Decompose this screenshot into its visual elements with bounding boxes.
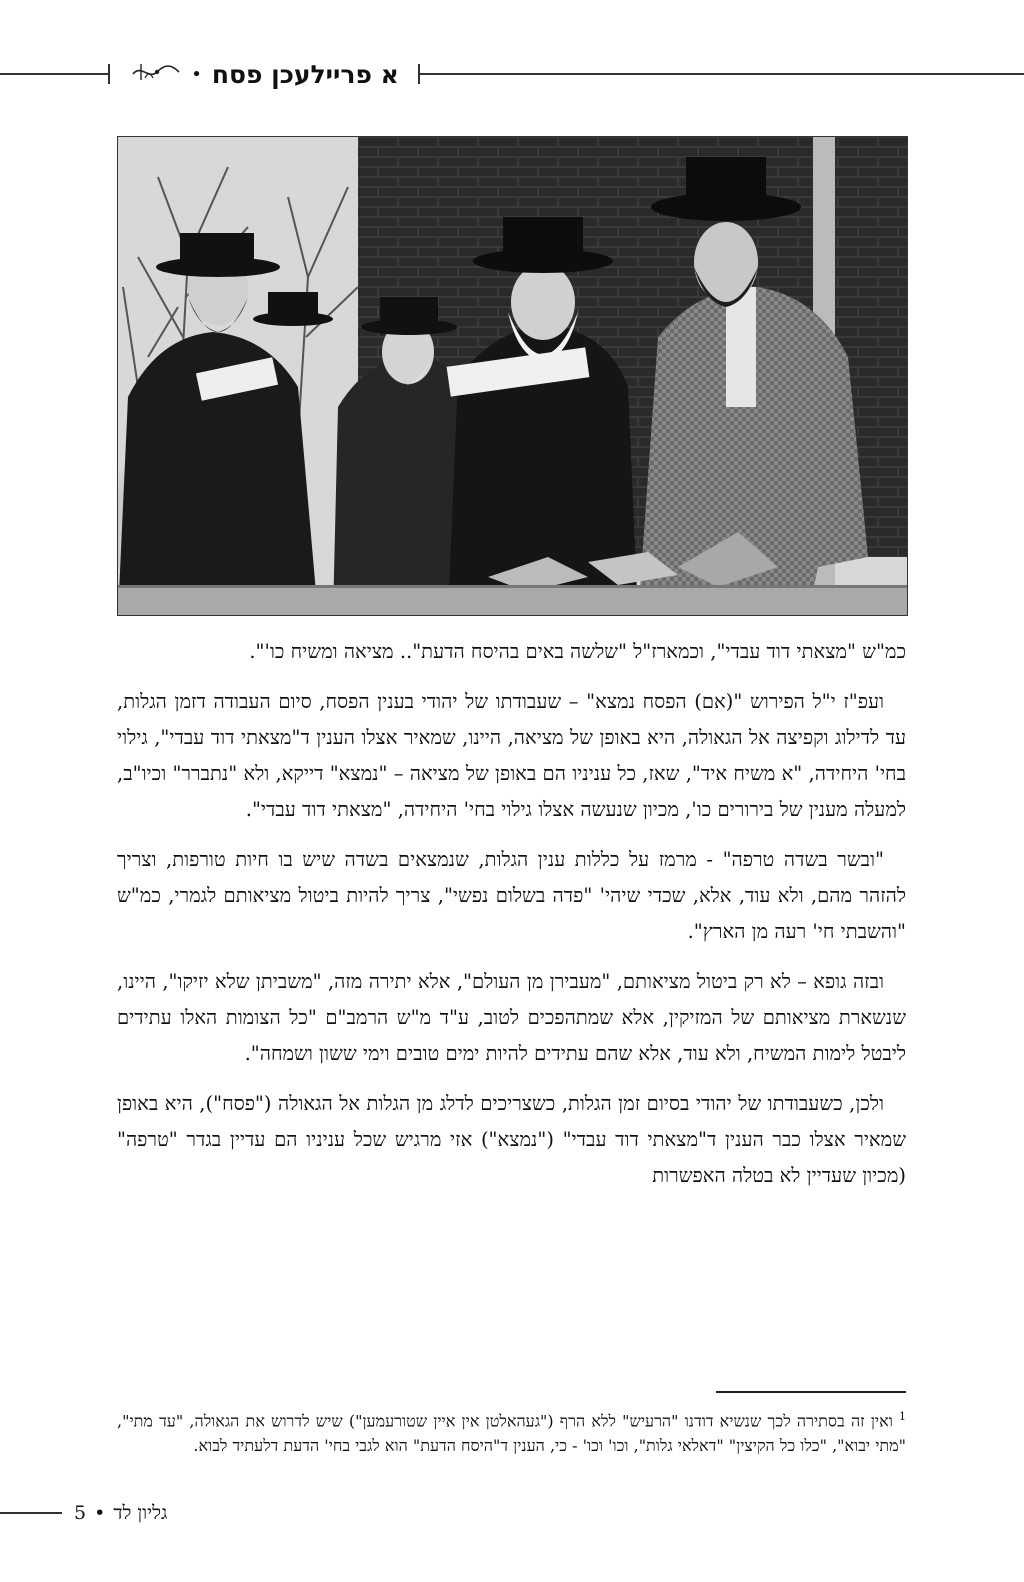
paragraph: כמ"ש "מצאתי דוד עבדי", וכמארז"ל "שלשה באים בהיסח הדעת".. מציאה ומשיח כו'". <box>249 640 906 663</box>
footer-separator: • <box>94 1502 106 1524</box>
footnote <box>117 1404 906 1458</box>
running-header <box>112 52 418 96</box>
running-header-title: א פריילעכן פסח <box>211 59 399 89</box>
paragraph: ולכן, כשעבודתו של יהודי בסיום זמן הגלות, כשצריכים לדלג מן הגלות אל הגאולה ("פסח"), היא באופן שמאיר אצלו כבר הענין ד"מצאתי דוד עבדי" ("נמצא") אזי מרגיש שכל עניניו הם עדיין בגדר "טרפה" (מכיון שעדיין לא בטלה האפשרות <box>117 1092 906 1187</box>
photograph-image <box>118 137 907 615</box>
issue-label: גליון לד <box>113 1501 168 1524</box>
footnote-text: ואין זה בסתירה לכך שנשיא דודנו "הרעיש" ללא הרף ("געהאלטן אין איין שטורעמען") שיש לדרוש את הגאולה, "עד מתי", "מתי יבוא", "כלו כל הקיצין" "דאלאי גלות", וכו' וכו' - כי, הענין ד"היסח הדעת" הוא לגבי בחי' הדעת דלעתיד לבוא. <box>117 1411 906 1456</box>
header-separator: • <box>191 63 202 85</box>
page-number: 5 <box>74 1502 87 1524</box>
footnote-rule <box>716 1391 906 1393</box>
header-rule-tick-left <box>108 64 110 84</box>
footer-rule <box>0 1512 62 1514</box>
photograph <box>117 136 908 616</box>
header-rule-left <box>0 73 108 75</box>
paragraph: ובזה גופא – לא רק ביטול מציאותם, "מעבירן מן העולם", אלא יתירה מזה, "משביתן שלא יזיקו", היינו, שנשארת מציאותם של המזיקין, אלא שמתהפכים לטוב, ע"ד מ"ש הרמב"ם "כל הצומות האלו עתידים ליבטל לימות המשיח, ולא עוד, אלא שהם עתידים להיות ימים טובים וימי ששון ושמחה". <box>117 970 906 1065</box>
ornament-flourish-icon <box>131 60 181 88</box>
paragraph: "ובשר בשדה טרפה" - מרמז על כללות ענין הגלות, שנמצאים בשדה שיש בו חיות טורפות, וצריך להזהר מהם, ולא עוד, אלא, שכדי שיהי' "פדה בשלום נפשי", צריך להיות ביטול מציאותם לגמרי, כמ"ש "והשבתי חי' רעה מן הארץ". <box>117 848 906 943</box>
page-footer <box>74 1498 167 1528</box>
body-text <box>117 634 906 1208</box>
header-rule-right <box>420 73 1024 75</box>
footnote-number: 1 <box>899 1410 907 1423</box>
paragraph: ועפ"ז י"ל הפירוש "(אם) הפסח נמצא" – שעבודתו של יהודי בענין הפסח, סיום העבודה דזמן הגלות, עד לדילוג וקפיצה אל הגאולה, היא באופן של מציאה, היינו, שמאיר אצלו הענין ד"מצאתי דוד עבדי", גילוי בחי' היחידה, "א משיח איד", שאז, כל עניניו הם באופן של מציאה – "נמצא" דייקא, ולא "נתברר" וכיו"ב, למעלה מענין של בירורים כו', מכיון שנעשה אצלו גילוי בחי' היחידה, "מצאתי דוד עבדי". <box>117 690 906 821</box>
